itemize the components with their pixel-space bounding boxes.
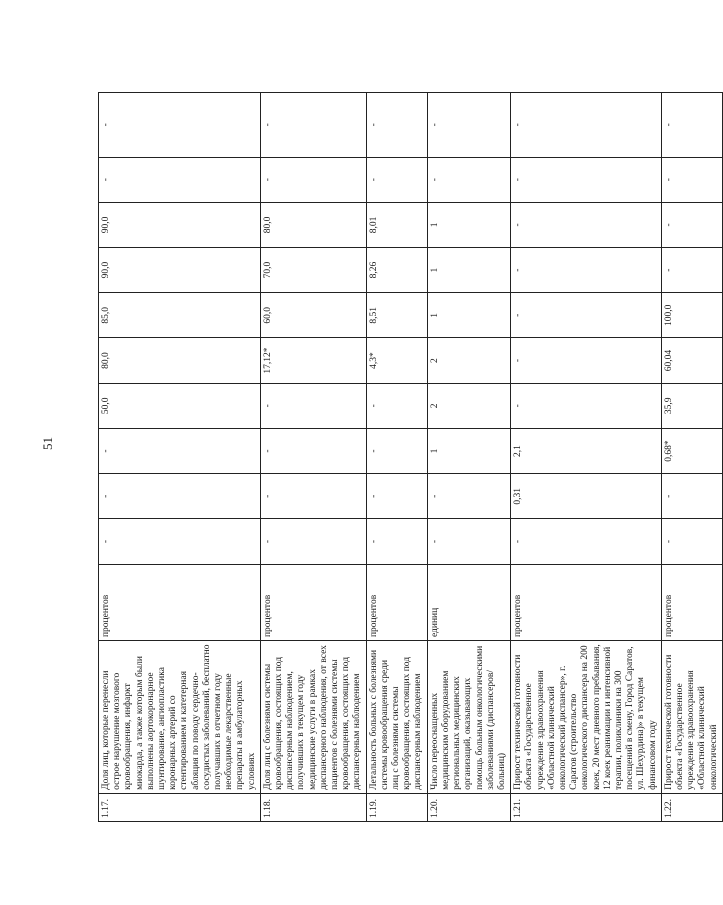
value-cell: - [99,519,261,564]
value-cell: 1 [427,247,510,292]
value-cell: 100,0 [661,293,722,338]
row-number: 1.20. [427,793,510,821]
value-cell: - [511,202,662,247]
table-row [661,93,722,822]
value-cell: - [661,247,722,292]
row-number: 1.17. [99,793,261,821]
value-cell: 80,0 [99,338,261,383]
unit-cell: процентов [260,564,366,640]
value-cell: 0,68* [661,428,722,473]
value-cell: 60,0 [260,293,366,338]
value-cell: - [511,338,662,383]
value-cell: 1 [427,428,510,473]
table-row [99,93,261,822]
indicator-name: Доля лиц, которые перенесли острое нарушение мозгового кровообращения, инфаркт миокарда, а также которым были выполнены аортокоронарное шунтирование, ангиопластика коронарных артерий со стентированием и катетерная абляция по поводу сердечно-сосудистых заболеваний, бесплатно получавших в отчетном году необходимые лекарственные препараты в амбулаторных условиях [99,641,261,794]
value-cell: 8,01 [366,202,427,247]
value-cell: - [511,93,662,158]
value-cell: 1 [427,202,510,247]
indicator-name: Летальность больных с болезнями системы кровообращения среди лиц с болезнями системы кровообращения, состоящих под диспансерным наблюдением [366,641,427,794]
indicator-name: Прирост технической готовности объекта «Государственное учреждение здравоохранения «Областной клинический онкологический [661,641,722,794]
value-cell: - [661,157,722,202]
value-cell: - [260,519,366,564]
table-row [260,93,366,822]
value-cell: - [427,519,510,564]
row-number: 1.19. [366,793,427,821]
value-cell: 8,26 [366,247,427,292]
table-body [99,93,723,822]
page-number: 51 [40,437,55,450]
indicators-table-wrapper [98,92,719,822]
value-cell: 1 [427,293,510,338]
indicators-table [98,92,723,822]
value-cell: - [511,293,662,338]
unit-cell: процентов [661,564,722,640]
value-cell: 2,1 [511,428,662,473]
unit-cell: процентов [99,564,261,640]
value-cell: - [260,428,366,473]
value-cell: - [511,157,662,202]
value-cell: - [99,93,261,158]
row-number: 1.18. [260,793,366,821]
value-cell: - [366,383,427,428]
unit-cell: процентов [366,564,427,640]
value-cell: - [366,93,427,158]
value-cell: 0,31 [511,474,662,519]
value-cell: - [511,247,662,292]
value-cell: 90,0 [99,202,261,247]
value-cell: 4,3* [366,338,427,383]
value-cell: 90,0 [99,247,261,292]
value-cell: - [99,474,261,519]
value-cell: - [661,202,722,247]
value-cell: - [366,474,427,519]
value-cell: - [99,157,261,202]
value-cell: - [427,474,510,519]
value-cell: 85,0 [99,293,261,338]
value-cell: 8,51 [366,293,427,338]
value-cell: - [661,93,722,158]
value-cell: - [511,519,662,564]
value-cell: 2 [427,383,510,428]
value-cell: 17,12* [260,338,366,383]
value-cell: - [260,383,366,428]
indicator-name: Прирост технической готовности объекта «Государственное учреждение здравоохранения «Областной клинический онкологический диспансер», г. Саратов (строительство онкологического диспансера на 200 коек, 20 мест дневного пребывания, 12 коек реанимации и интенсивной терапии, поликлиники на 300 посещений в смену, Город Саратов, ул. Шехурдина)» в текущем финансовом году [511,641,662,794]
value-cell: - [661,519,722,564]
value-cell: - [366,157,427,202]
value-cell: - [661,474,722,519]
value-cell: 35,9 [661,383,722,428]
value-cell: 70,0 [260,247,366,292]
value-cell: - [511,383,662,428]
table-row [511,93,662,822]
value-cell: 60,04 [661,338,722,383]
value-cell: 80,0 [260,202,366,247]
indicator-name: Число переоснащенных медицинским оборудованием региональных медицинских организаций, оказывающих помощь больным онкологическими заболеваниями (диспансеров/больниц) [427,641,510,794]
value-cell: 50,0 [99,383,261,428]
table-row [427,93,510,822]
value-cell: - [427,93,510,158]
value-cell: - [427,157,510,202]
value-cell: - [99,428,261,473]
row-number: 1.22. [661,793,722,821]
unit-cell: процентов [511,564,662,640]
table-row [366,93,427,822]
value-cell: - [260,93,366,158]
value-cell: - [366,428,427,473]
value-cell: 2 [427,338,510,383]
value-cell: - [260,474,366,519]
indicator-name: Доля лиц с болезнями системы кровообращения, состоящих под диспансерным наблюдением, получивших в текущем году медицинские услуги в рамках диспансерного наблюдения, от всех пациентов с болезнями системы кровообращения, состоящих под диспансерным наблюдением [260,641,366,794]
row-number: 1.21. [511,793,662,821]
unit-cell: единиц [427,564,510,640]
value-cell: - [366,519,427,564]
value-cell: - [260,157,366,202]
